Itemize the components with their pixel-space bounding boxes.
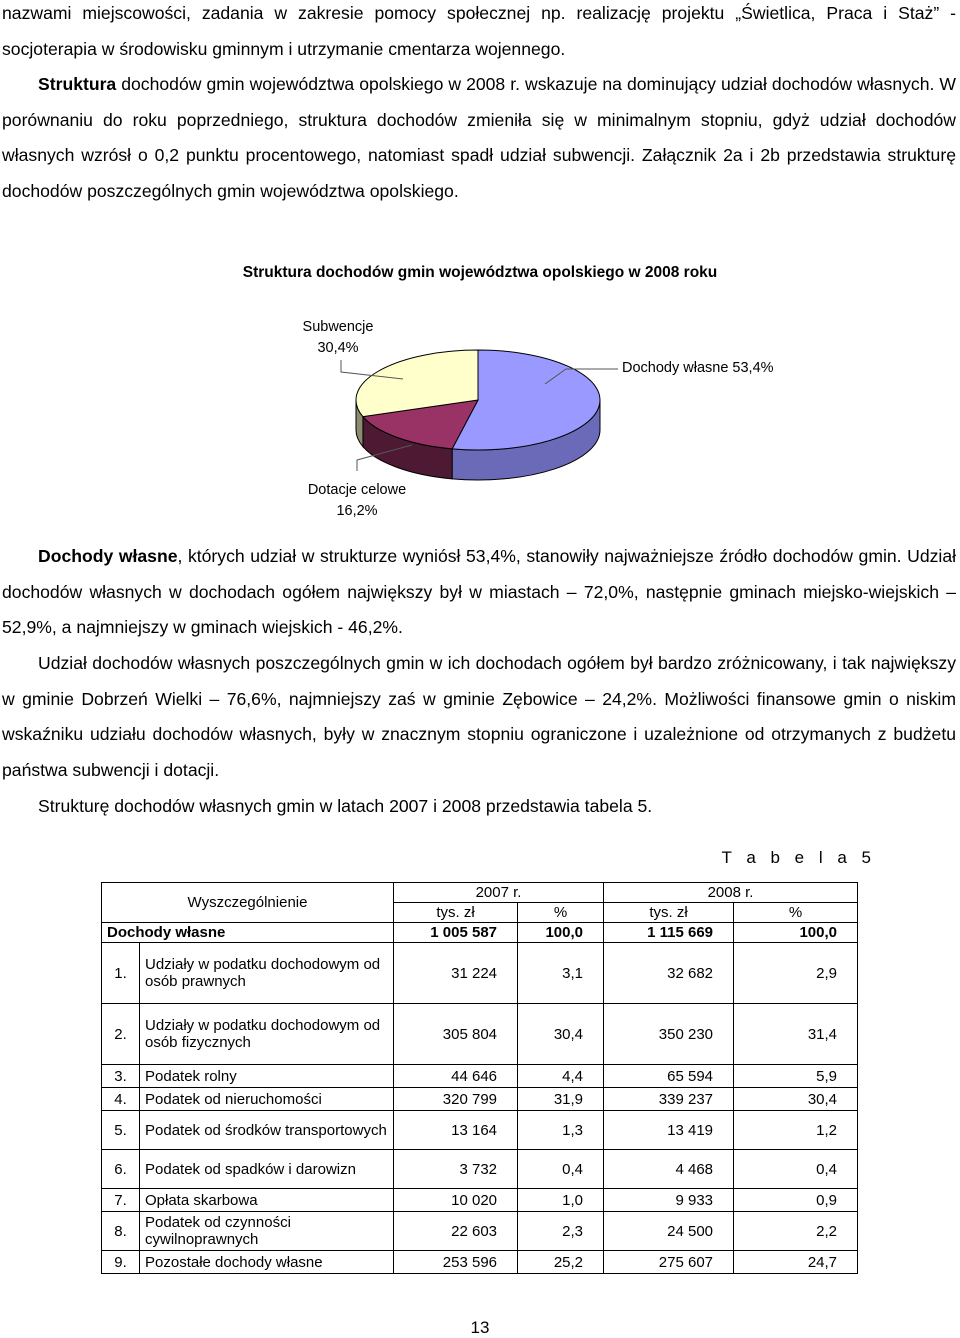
pie-label-dotacje-value: 16,2%: [336, 503, 378, 519]
pie-label-subwencje-name: Subwencje: [302, 319, 374, 335]
table-cell-pct-2007: 2,3: [518, 1212, 604, 1251]
table-cell-value-2008: 9 933: [604, 1189, 734, 1212]
table-header-name: Wyszczególnienie: [102, 883, 394, 923]
table-cell-pct-2007: 3,1: [518, 943, 604, 1004]
table-cell-value-2007: 10 020: [394, 1189, 518, 1212]
table-total-value-2008: 1 115 669: [604, 923, 734, 943]
table-row: [102, 1088, 858, 1111]
table-row: [102, 1212, 858, 1251]
table-cell-value-2008: 65 594: [604, 1065, 734, 1088]
table-cell-pct-2007: 0,4: [518, 1150, 604, 1189]
table-5: [101, 882, 858, 1274]
table-cell-value-2007: 253 596: [394, 1251, 518, 1274]
pie-label-subwencje-value: 30,4%: [317, 340, 359, 356]
table-cell-pct-2007: 1,0: [518, 1189, 604, 1212]
table-cell-value-2007: 31 224: [394, 943, 518, 1004]
table-cell-value-2008: 350 230: [604, 1004, 734, 1065]
paragraph-structure-lead: Struktura: [38, 74, 117, 94]
table-cell-value-2007: 13 164: [394, 1111, 518, 1150]
table-cell-pct-2007: 1,3: [518, 1111, 604, 1150]
table-cell-name: Udziały w podatku dochodowym od osób fizycznych: [140, 1004, 394, 1065]
table-cell-value-2008: 275 607: [604, 1251, 734, 1274]
table-header-unit-value-2007: tys. zł: [394, 903, 518, 923]
table-total-value-2007: 1 005 587: [394, 923, 518, 943]
pie-tops: [356, 350, 600, 450]
table-cell-value-2008: 339 237: [604, 1088, 734, 1111]
table-cell-pct-2007: 31,9: [518, 1088, 604, 1111]
page-number: 13: [470, 1318, 490, 1337]
table-row: [102, 1189, 858, 1212]
table-header-year-2007: 2007 r.: [394, 883, 604, 903]
table-header-unit-pct-2007: %: [518, 903, 604, 923]
table-cell-pct-2007: 30,4: [518, 1004, 604, 1065]
table-cell-lp: 5.: [102, 1111, 140, 1150]
table-cell-pct-2008: 1,2: [734, 1111, 858, 1150]
table-row: [102, 1004, 858, 1065]
table-header-unit-value-2008: tys. zł: [604, 903, 734, 923]
paragraph-structure: [2, 67, 956, 209]
table-cell-pct-2008: 5,9: [734, 1065, 858, 1088]
table-total-pct-2008: 100,0: [734, 923, 858, 943]
table-cell-pct-2007: 25,2: [518, 1251, 604, 1274]
paragraph-table-ref-text: Strukturę dochodów własnych gmin w latach 2007 i 2008 przedstawia tabela 5.: [38, 796, 653, 816]
table-row: [102, 1251, 858, 1274]
table-cell-lp: 7.: [102, 1189, 140, 1212]
table-cell-name: Udziały w podatku dochodowym od osób prawnych: [140, 943, 394, 1004]
table-cell-name: Podatek od środków transportowych: [140, 1111, 394, 1150]
paragraph-own-income-lead: Dochody własne: [38, 546, 178, 566]
paragraph-table-ref: [2, 789, 956, 825]
paragraph-own-income-text: , których udział w strukturze wyniósł 53,4%, stanowiły najważniejsze źródło dochodów gmin. Udział dochodów własnych w dochodach ogółem największy był w miastach – 72,0%, następnie gminach miejsko-wiejskich – 52,9%, a najmniejszy w gminach wiejskich - 46,2%.: [2, 546, 957, 638]
paragraph-diversity: [2, 646, 956, 788]
table-cell-value-2007: 44 646: [394, 1065, 518, 1088]
table-total-name: Dochody własne: [102, 923, 394, 943]
table-label: T a b e l a 5: [721, 848, 876, 867]
table-row: [102, 1065, 858, 1088]
table-cell-lp: 1.: [102, 943, 140, 1004]
table-cell-value-2007: 22 603: [394, 1212, 518, 1251]
table-cell-name: Podatek od czynności cywilnoprawnych: [140, 1212, 394, 1251]
table-row: [102, 943, 858, 1004]
table-cell-name: Pozostałe dochody własne: [140, 1251, 394, 1274]
table-cell-pct-2008: 0,9: [734, 1189, 858, 1212]
table-cell-lp: 2.: [102, 1004, 140, 1065]
paragraph-intro-text: nazwami miejscowości, zadania w zakresie pomocy społecznej np. realizację projektu „Świetlica, Praca i Staż” - socjoterapia w środowisku gminnym i utrzymanie cmentarza wojennego.: [2, 3, 956, 59]
paragraph-own-income: [2, 539, 956, 646]
table-total-row: [102, 923, 858, 943]
table-cell-name: Opłata skarbowa: [140, 1189, 394, 1212]
table-row: [102, 1150, 858, 1189]
table-cell-name: Podatek rolny: [140, 1065, 394, 1088]
chart-title: Struktura dochodów gmin województwa opolskiego w 2008 roku: [242, 264, 718, 281]
table-header-row-years: [102, 883, 858, 903]
table-cell-value-2007: 320 799: [394, 1088, 518, 1111]
table-cell-name: Podatek od nieruchomości: [140, 1088, 394, 1111]
table-cell-pct-2008: 30,4: [734, 1088, 858, 1111]
table-header-year-2008: 2008 r.: [604, 883, 858, 903]
table-total-pct-2007: 100,0: [518, 923, 604, 943]
table-cell-pct-2008: 2,2: [734, 1212, 858, 1251]
table-cell-lp: 6.: [102, 1150, 140, 1189]
table-cell-lp: 3.: [102, 1065, 140, 1088]
table-cell-pct-2008: 31,4: [734, 1004, 858, 1065]
table-cell-lp: 4.: [102, 1088, 140, 1111]
table-cell-pct-2008: 2,9: [734, 943, 858, 1004]
table-cell-pct-2007: 4,4: [518, 1065, 604, 1088]
table-cell-pct-2008: 0,4: [734, 1150, 858, 1189]
table-row: [102, 1111, 858, 1150]
table-cell-pct-2008: 24,7: [734, 1251, 858, 1274]
table-cell-value-2008: 13 419: [604, 1111, 734, 1150]
table-cell-value-2008: 4 468: [604, 1150, 734, 1189]
table-cell-value-2007: 3 732: [394, 1150, 518, 1189]
table-cell-lp: 8.: [102, 1212, 140, 1251]
paragraph-structure-text: dochodów gmin województwa opolskiego w 2008 r. wskazuje na dominujący udział dochodów własnych. W porównaniu do roku poprzedniego, struktura dochodów zmieniła się w minimalnym stopniu, gdyż udział dochodów własnych wzrósł o 0,2 punktu procentowego, natomiast spadł udział subwencji. Załącznik 2a i 2b przedstawia strukturę dochodów poszczególnych gmin województwa opolskiego.: [2, 74, 956, 201]
table-cell-value-2008: 32 682: [604, 943, 734, 1004]
pie-label-dochody: Dochody własne 53,4%: [622, 360, 774, 376]
table-cell-name: Podatek od spadków i darowizn: [140, 1150, 394, 1189]
table-cell-lp: 9.: [102, 1251, 140, 1274]
pie-label-dotacje-name: Dotacje celowe: [307, 482, 407, 498]
table-header-unit-pct-2008: %: [734, 903, 858, 923]
table-cell-value-2007: 305 804: [394, 1004, 518, 1065]
paragraph-intro: [2, 0, 956, 67]
table-cell-value-2008: 24 500: [604, 1212, 734, 1251]
pie-chart: [0, 300, 960, 525]
paragraph-diversity-text: Udział dochodów własnych poszczególnych gmin w ich dochodach ogółem był bardzo zróżnicowany, i tak największy w gminie Dobrzeń Wielki – 76,6%, najmniejszy zaś w gminie Zębowice – 24,2%. Możliwości finansowe gmin o niskim wskaźniku udziału dochodów własnych, były w znacznym stopniu ograniczone i uzależnione od otrzymanych z budżetu państwa subwencji i dotacji.: [2, 653, 956, 780]
